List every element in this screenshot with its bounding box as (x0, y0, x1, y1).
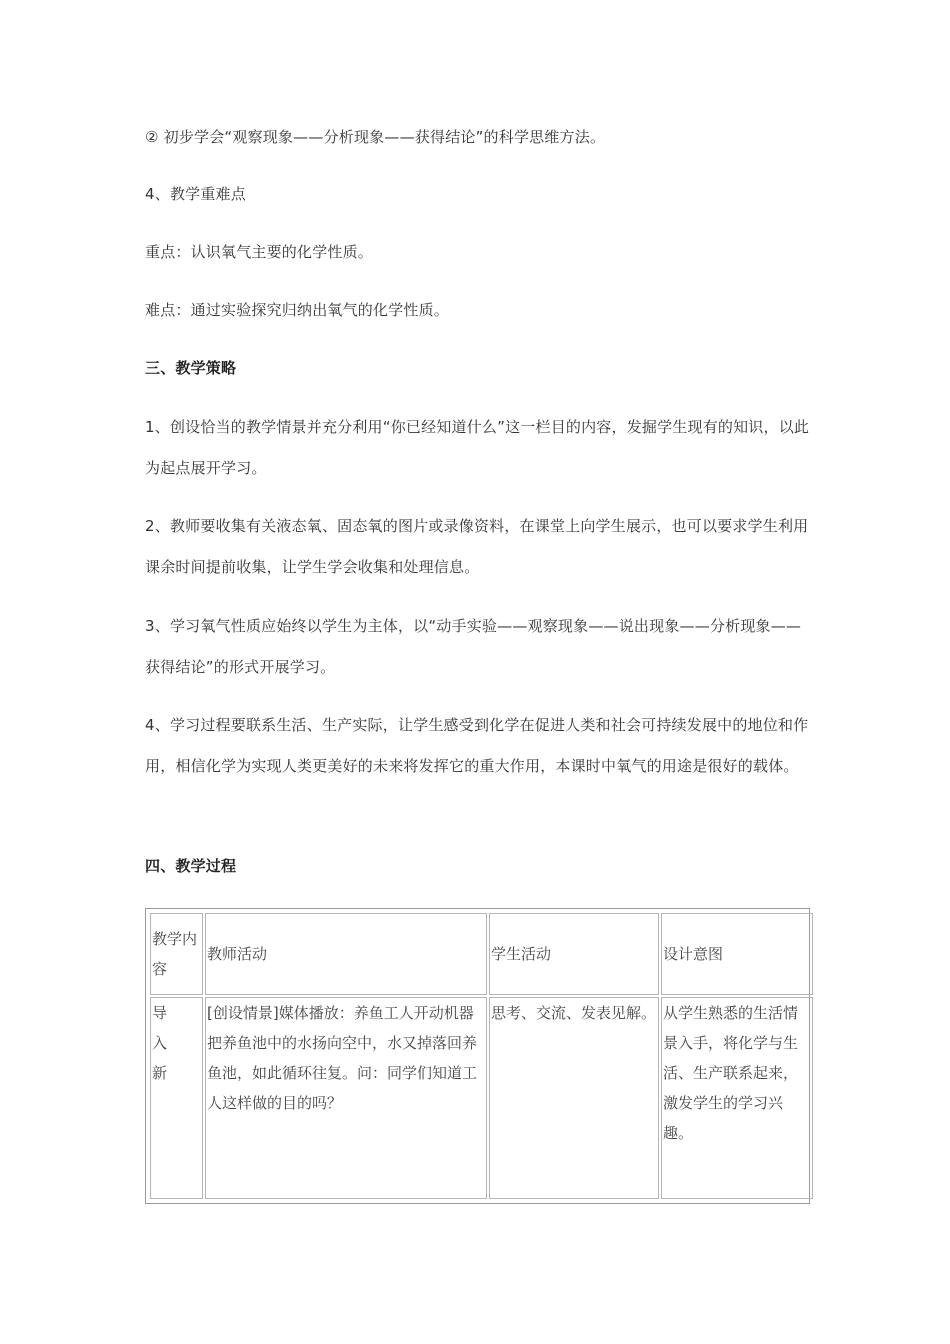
header-content: 教学内容 (150, 913, 203, 995)
content-line: 入 (152, 1034, 168, 1052)
section-teaching-strategy-heading: 三、教学策略 (145, 359, 237, 377)
teaching-process-table (145, 908, 810, 1204)
paragraph-strategy-3: 3、学习氧气性质应始终以学生为主体，以“动手实验——观察现象——说出现象——分析现象——获得结论”的形式开展学习。 (145, 617, 802, 676)
paragraph-strategy-4: 4、学习过程要联系生活、生产实际，让学生感受到化学在促进人类和社会可持续发展中的地位和作用，相信化学为实现人类更美好的未来将发挥它的重大作用，本课时中氧气的用途是很好的载体。 (145, 716, 809, 775)
table-header-row (150, 913, 813, 995)
content-line: 新 (152, 1064, 168, 1082)
paragraph-thinking-method: ② 初步学会“观察现象——分析现象——获得结论”的科学思维方法。 (145, 128, 606, 146)
cell-teacher-activity: [创设情景]媒体播放：养鱼工人开动机器把养鱼池中的水扬向空中，水又掉落回养鱼池，如此循环往复。问：同学们知道工人这样做的目的吗？ (205, 997, 487, 1199)
section-teaching-process-heading: 四、教学过程 (145, 857, 237, 875)
header-teacher-activity: 教师活动 (205, 913, 487, 995)
paragraph-strategy-2: 2、教师要收集有关液态氧、固态氧的图片或录像资料，在课堂上向学生展示，也可以要求学生利用课余时间提前收集，让学生学会收集和处理信息。 (145, 517, 809, 576)
header-design-intent: 设计意图 (661, 913, 813, 995)
paragraph-key-point: 重点：认识氧气主要的化学性质。 (145, 243, 374, 261)
cell-student-activity: 思考、交流、发表见解。 (489, 997, 659, 1199)
paragraph-difficult-point: 难点：通过实验探究归纳出氧气的化学性质。 (145, 301, 450, 319)
header-student-activity: 学生活动 (489, 913, 659, 995)
cell-content (150, 997, 203, 1199)
table-row (150, 997, 813, 1199)
content-line: 导 (152, 1004, 168, 1022)
section-key-points-heading: 4、教学重难点 (145, 185, 246, 203)
cell-design-intent: 从学生熟悉的生活情景入手，将化学与生活、生产联系起来，激发学生的学习兴趣。 (661, 997, 813, 1199)
paragraph-strategy-1: 1、创设恰当的教学情景并充分利用“你已经知道什么”这一栏目的内容，发掘学生现有的知识，以此为起点展开学习。 (145, 418, 810, 477)
